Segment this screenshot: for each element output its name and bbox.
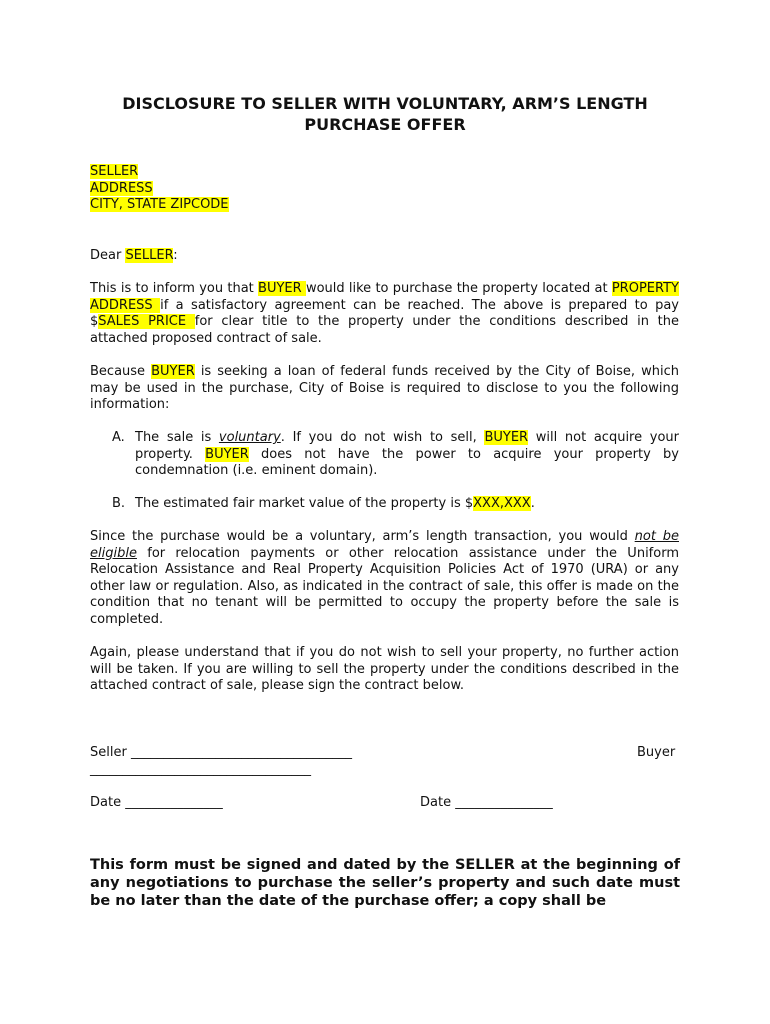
- sales-price-placeholder: SALES PRICE: [98, 314, 195, 330]
- recipient-address: [90, 164, 679, 214]
- market-value-placeholder: XXX,XXX: [473, 496, 531, 511]
- footer-notice: This form must be signed and dated by the SELLER at the beginning of any negotiations to purchase the seller’s property and such date must be no later than the date of the purchase offer; a copy shall be: [90, 857, 680, 909]
- paragraph-relocation: Since the purchase would be a voluntary, arm’s length transaction, you would not be eligible for relocation payments or other relocation assistance under the Uniform Relocation Assistance and Real Property Acquisition Policies Act of 1970 (URA) or any other law or regulation. Also, as indicated in the contract of sale, this offer is made on the condition that no tenant will be permitted to occupy the property before the sale is completed.: [90, 529, 679, 627]
- voluntary-emphasis: voluntary: [218, 430, 281, 445]
- seller-signature-line: Seller __________________________________: [90, 745, 352, 760]
- list-marker: B.: [112, 496, 126, 511]
- list-item-a: A. The sale is voluntary. If you do not wish to sell, BUYER will not acquire your property. BUYER does not have the power to acquire your property by condemnation (i.e. eminent domain).: [112, 430, 680, 479]
- salutation-seller: SELLER: [125, 248, 174, 263]
- not-eligible-emphasis: not be eligible: [90, 529, 679, 561]
- property-address-placeholder: PROPERTY ADDRESS: [90, 281, 679, 313]
- paragraph-disclosure: Because BUYER is seeking a loan of federal funds received by the City of Boise, which may be used in the purchase, City of Boise is required to disclose to you the following information:: [90, 364, 679, 413]
- city-state-zip-placeholder: CITY, STATE ZIPCODE: [90, 197, 229, 213]
- buyer-signature-line: __________________________________: [90, 762, 311, 777]
- salutation: Dear SELLER:: [90, 248, 178, 263]
- document-title: DISCLOSURE TO SELLER WITH VOLUNTARY, ARM’S LENGTH PURCHASE OFFER: [122, 94, 648, 134]
- buyer-placeholder: BUYER: [258, 281, 306, 296]
- buyer-date-line: Date _______________: [420, 795, 553, 810]
- buyer-placeholder: BUYER: [205, 446, 249, 462]
- buyer-placeholder: BUYER: [151, 364, 195, 379]
- paragraph-intro: This is to inform you that BUYER would like to purchase the property located at PROPERTY ADDRESS if a satisfactory agreement can be reached. The above is prepared to pay $SALES PRICE for clear title to the property under the conditions described in the attached proposed contract of sale.: [90, 281, 680, 346]
- address-placeholder: ADDRESS: [90, 180, 153, 196]
- seller-placeholder: SELLER: [90, 164, 139, 179]
- paragraph-closing: Again, please understand that if you do not wish to sell your property, no further action will be taken. If you are willing to sell the property under the conditions described in the attached contract of sale, please sign the contract below.: [90, 645, 679, 694]
- seller-date-line: Date _______________: [90, 795, 223, 810]
- buyer-signature-label: Buyer: [637, 745, 676, 760]
- list-marker: A.: [112, 430, 125, 445]
- list-item-b: B. The estimated fair market value of the property is $XXX,XXX.: [112, 496, 535, 511]
- buyer-placeholder: BUYER: [484, 430, 529, 445]
